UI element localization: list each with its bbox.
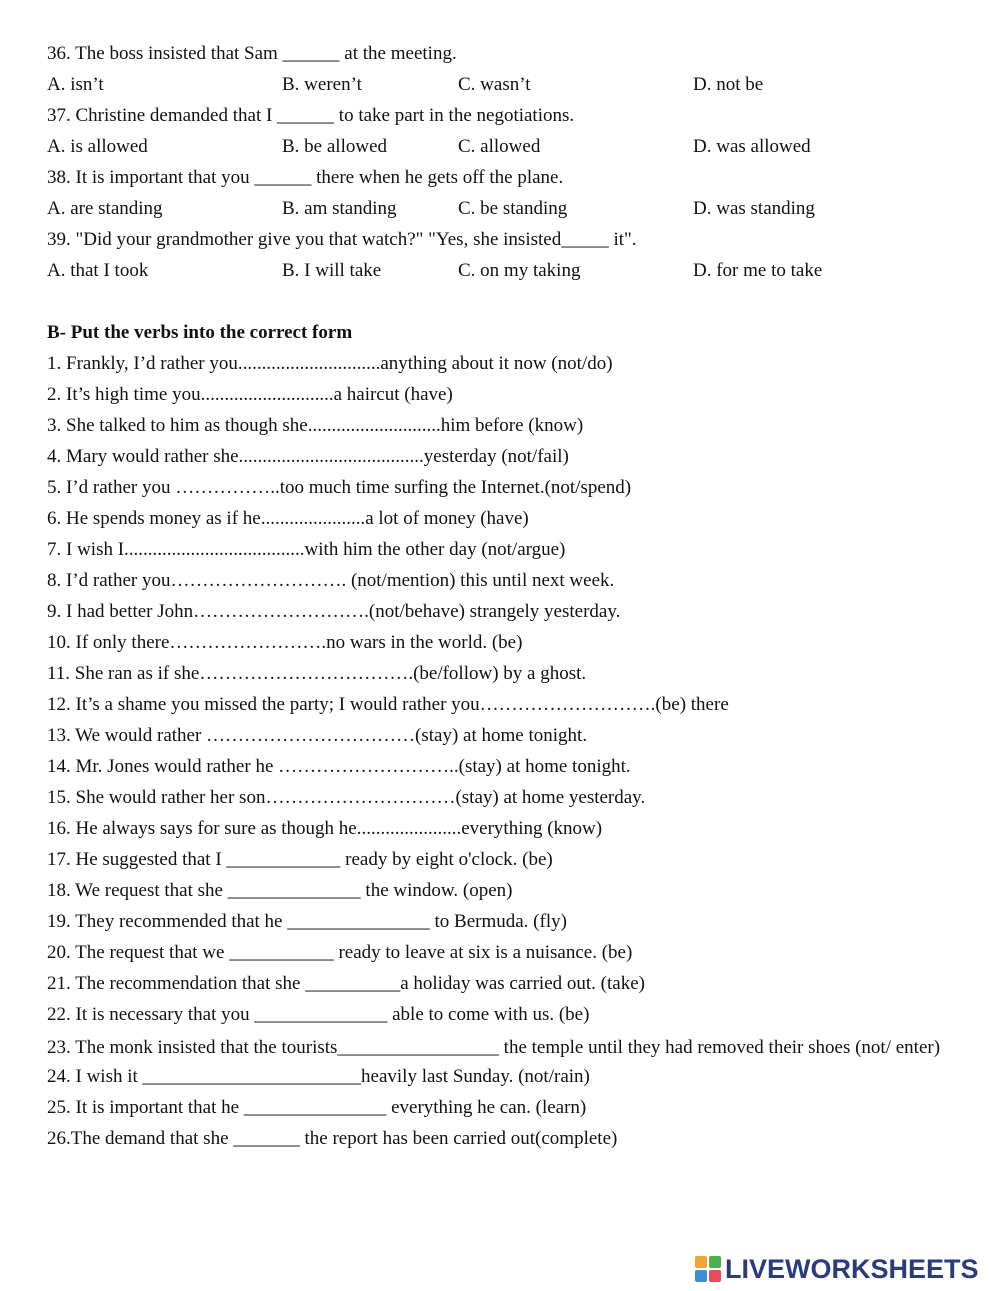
exercise-item-23: 23. The monk insisted that the tourists_________________ the temple until they had removed their shoes (not/ enter) (47, 1037, 941, 1058)
exercise-item-18: 18. We request that she ______________ the window. (open) (47, 880, 513, 901)
exercise-item-25: 25. It is important that he _______________ everything he can. (learn) (47, 1097, 587, 1118)
option-c: C. allowed (458, 136, 541, 157)
exercise-item-24: 24. I wish it _______________________heavily last Sunday. (not/rain) (47, 1066, 590, 1087)
exercise-item-11: 11. She ran as if she…………………………….(be/follow) by a ghost. (47, 663, 587, 684)
option-c: C. be standing (458, 198, 568, 219)
exercise-item-22: 22. It is necessary that you ______________ able to come with us. (be) (47, 1004, 590, 1025)
exercise-item-4: 4. Mary would rather she.......................................yesterday (not/fail) (47, 446, 569, 467)
question-39-options (47, 257, 967, 288)
worksheet-page (47, 40, 967, 1156)
question-36-options (47, 71, 967, 102)
exercise-item-5: 5. I’d rather you ……………..too much time surfing the Internet.(not/spend) (47, 477, 632, 498)
exercise-item-1: 1. Frankly, I’d rather you..............................anything about it now (not/do) (47, 353, 613, 374)
option-c: C. on my taking (458, 260, 581, 281)
question-39: 39. "Did your grandmother give you that watch?" "Yes, she insisted_____ it". (47, 229, 637, 250)
option-a: A. that I took (47, 260, 149, 281)
exercise-item-15: 15. She would rather her son…………………………(stay) at home yesterday. (47, 787, 646, 808)
exercise-item-16: 16. He always says for sure as though he......................everything (know) (47, 818, 603, 839)
exercise-item-6: 6. He spends money as if he......................a lot of money (have) (47, 508, 529, 529)
section-spacer (47, 288, 967, 319)
option-d: D. was standing (693, 198, 815, 219)
question-38: 38. It is important that you ______ there when he gets off the plane. (47, 167, 564, 188)
exercise-item-13: 13. We would rather ……………………………(stay) at home tonight. (47, 725, 588, 746)
option-b: B. weren’t (282, 74, 362, 95)
option-d: D. for me to take (693, 260, 823, 281)
exercise-item-20: 20. The request that we ___________ ready to leave at six is a nuisance. (be) (47, 942, 633, 963)
exercise-item-19: 19. They recommended that he _______________ to Bermuda. (fly) (47, 911, 567, 932)
section-b-heading: B- Put the verbs into the correct form (47, 322, 353, 343)
option-b: B. be allowed (282, 136, 388, 157)
logo-text: LIVEWORKSHEETS (725, 1253, 979, 1284)
exercise-item-8: 8. I’d rather you………………………. (not/mention) this until next week. (47, 570, 615, 591)
exercise-item-10: 10. If only there…………………….no wars in the world. (be) (47, 632, 523, 653)
exercise-item-21: 21. The recommendation that she __________a holiday was carried out. (take) (47, 973, 645, 994)
option-a: A. is allowed (47, 136, 148, 157)
section-b (47, 319, 967, 1156)
liveworksheets-logo (695, 1252, 979, 1286)
option-d: D. was allowed (693, 136, 811, 157)
option-b: B. I will take (282, 260, 382, 281)
exercise-item-7: 7. I wish I......................................with him the other day (not/argue) (47, 539, 566, 560)
option-d: D. not be (693, 74, 764, 95)
option-a: A. are standing (47, 198, 163, 219)
exercise-item-26: 26.The demand that she _______ the report has been carried out(complete) (47, 1128, 618, 1149)
exercise-item-2: 2. It’s high time you............................a haircut (have) (47, 384, 453, 405)
exercise-item-9: 9. I had better John……………………….(not/behave) strangely yesterday. (47, 601, 621, 622)
option-c: C. wasn’t (458, 74, 531, 95)
liveworksheets-logo-icon (695, 1256, 721, 1282)
exercise-item-12: 12. It’s a shame you missed the party; I would rather you……………………….(be) there (47, 694, 729, 715)
exercise-item-17: 17. He suggested that I ____________ ready by eight o'clock. (be) (47, 849, 553, 870)
exercise-item-14: 14. Mr. Jones would rather he ………………………..(stay) at home tonight. (47, 756, 631, 777)
option-a: A. isn’t (47, 74, 104, 95)
question-38-options (47, 195, 967, 226)
question-37-options (47, 133, 967, 164)
section-a (47, 40, 967, 288)
question-37: 37. Christine demanded that I ______ to take part in the negotiations. (47, 105, 575, 126)
exercise-item-3: 3. She talked to him as though she............................him before (know) (47, 415, 584, 436)
question-36: 36. The boss insisted that Sam ______ at the meeting. (47, 43, 457, 64)
option-b: B. am standing (282, 198, 397, 219)
